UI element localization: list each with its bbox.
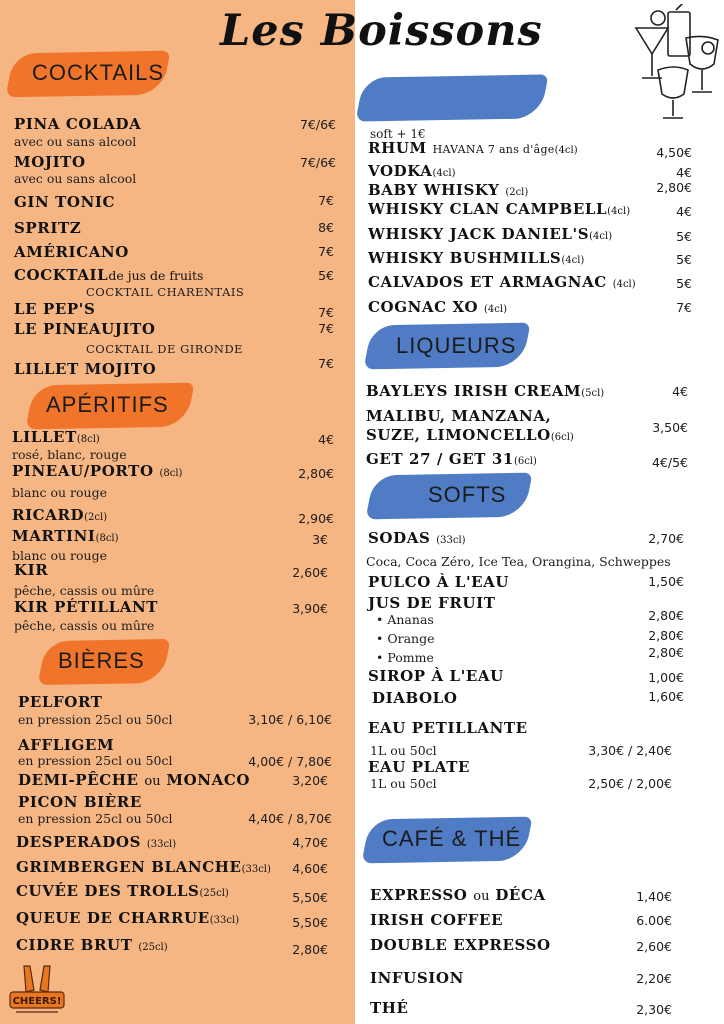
vodka-price: 4€ [676, 165, 692, 180]
grimbergen-name: GRIMBERGEN BLANCHE [16, 858, 242, 876]
eau-petillante-price: 3,30€ / 2,40€ [588, 743, 672, 758]
cognac-name: COGNAC XO [368, 298, 479, 316]
bayleys-row [366, 382, 604, 400]
bayleys-vol: (5cl) [581, 388, 605, 399]
irish-name: IRISH COFFEE [370, 911, 504, 929]
demi-peche-ou: ou [144, 774, 161, 789]
expresso-ou: ou [473, 889, 490, 904]
softs-heading: SOFTS [428, 482, 507, 507]
rhum-price: 4,50€ [656, 145, 692, 160]
grimbergen-price: 4,60€ [292, 861, 328, 876]
jack-daniels-price: 5€ [676, 229, 692, 244]
demi-peche-price: 3,20€ [292, 773, 328, 788]
vodka-vol: (4cl) [432, 168, 456, 179]
cocktail-jus-row [14, 266, 203, 284]
bushmills-vol: (4cl) [561, 255, 585, 266]
calvados-vol: (4cl) [612, 279, 636, 290]
cognac-vol: (4cl) [484, 304, 507, 315]
desperados-vol: (33cl) [146, 839, 177, 850]
charrue-name: QUEUE DE CHARRUE [16, 909, 210, 927]
clan-campbell-vol: (4cl) [607, 206, 631, 217]
spiritieux-brush [355, 74, 548, 121]
affligem-name: AFFLIGEM [18, 736, 115, 754]
infusion-price: 2,20€ [636, 971, 672, 986]
picon-name: PICON BIÈRE [18, 793, 142, 811]
bayleys-name: BAYLEYS IRISH CREAM [366, 382, 582, 400]
bullet-icon: • [376, 612, 384, 627]
charentais-note: COCKTAIL CHARENTAIS [86, 285, 245, 299]
pulco-price: 1,50€ [648, 574, 684, 589]
grimbergen-vol: (33cl) [241, 864, 271, 875]
kir-petillant-name: KIR PÉTILLANT [14, 598, 159, 616]
the-price: 2,30€ [636, 1002, 672, 1017]
malibu-vol: (6cl) [550, 432, 574, 443]
pulco-name: PULCO À L'EAU [368, 573, 510, 591]
pina-colada-note: avec ou sans alcool [14, 134, 137, 149]
desperados-name: DESPERADOS [16, 833, 141, 851]
trolls-vol: (25cl) [199, 888, 229, 899]
trolls-name: CUVÉE DES TROLLS [16, 882, 200, 900]
orange-price: 2,80€ [648, 628, 684, 643]
cocktail-glasses-illustration [628, 4, 722, 122]
pineaujito-name: LE PINEAUJITO [14, 320, 156, 338]
sodas-price: 2,70€ [648, 531, 684, 546]
spritz-price: 8€ [318, 220, 334, 235]
expresso-name: EXPRESSO [370, 886, 468, 904]
mojito-price: 7€/6€ [299, 155, 336, 170]
le-peps-name: LE PEP'S [14, 300, 96, 318]
martini-name: MARTINI [12, 527, 96, 545]
kir-petillant-price: 3,90€ [292, 601, 328, 616]
martini-vol: (8cl) [95, 533, 119, 544]
pomme-price: 2,80€ [648, 645, 684, 660]
ricard-vol: (2cl) [84, 512, 108, 523]
pina-colada-name: PINA COLADA [14, 115, 142, 133]
get-name: GET 27 / GET 31 [366, 450, 514, 468]
pineau-name: PINEAU/PORTO [12, 462, 154, 480]
rhum-vol: (4cl) [554, 145, 578, 156]
diabolo-price: 1,60€ [648, 689, 684, 704]
vodka-name: VODKA [368, 162, 433, 180]
eau-plate-note: 1L ou 50cl [370, 776, 437, 791]
double-name: DOUBLE EXPRESSO [370, 936, 551, 954]
bushmills-name: WHISKY BUSHMILLS [368, 249, 562, 267]
trolls-row [16, 882, 229, 900]
affligem-price: 4,00€ / 7,80€ [248, 754, 332, 769]
monaco-name: MONACO [166, 771, 251, 789]
calvados-name: CALVADOS ET ARMAGNAC [368, 273, 607, 291]
baby-whisky-row [368, 181, 528, 199]
jus-name: JUS DE FRUIT [368, 594, 496, 612]
cidre-price: 2,80€ [292, 942, 328, 957]
gin-tonic-price: 7€ [318, 193, 334, 208]
martini-row [12, 527, 119, 545]
pineau-vol: (8cl) [159, 468, 183, 479]
pelfort-price: 3,10€ / 6,10€ [248, 712, 332, 727]
spiritieux-soft-note: soft + 1€ [370, 127, 426, 141]
desperados-row [16, 833, 176, 851]
liqueurs-heading: LIQUEURS [396, 333, 517, 358]
deca-name: DÉCA [495, 886, 546, 904]
ricard-row [12, 506, 107, 524]
baby-whisky-name: BABY WHISKY [368, 181, 500, 199]
infusion-name: INFUSION [370, 969, 464, 987]
kir-petillant-note: pêche, cassis ou mûre [14, 618, 155, 633]
cognac-row [368, 298, 507, 316]
pineaujito-price: 7€ [318, 321, 334, 336]
pelfort-note: en pression 25cl ou 50cl [18, 712, 173, 727]
kir-note: pêche, cassis ou mûre [14, 583, 155, 598]
expresso-price: 1,40€ [636, 889, 672, 904]
diabolo-name: DIABOLO [372, 689, 458, 707]
cidre-vol: (25cl) [138, 942, 168, 953]
eau-petillante-note: 1L ou 50cl [370, 743, 437, 758]
double-price: 2,60€ [636, 939, 672, 954]
baby-whisky-price: 2,80€ [656, 180, 692, 195]
eau-plate-price: 2,50€ / 2,00€ [588, 776, 672, 791]
charrue-vol: (33cl) [209, 915, 240, 926]
get-price: 4€/5€ [651, 455, 688, 470]
the-name: THÉ [370, 999, 409, 1017]
malibu-line2: SUZE, LIMONCELLO [366, 426, 551, 444]
sodas-name: SODAS [368, 529, 431, 547]
mojito-note: avec ou sans alcool [14, 171, 137, 186]
clan-campbell-row [368, 200, 630, 218]
trolls-price: 5,50€ [292, 890, 328, 905]
pomme-name: Pomme [387, 650, 434, 665]
expresso-row [370, 886, 546, 904]
calvados-row [368, 273, 636, 291]
bushmills-price: 5€ [676, 252, 692, 267]
cafe-heading: CAFÉ & THÉ [382, 826, 522, 851]
eau-petillante-name: EAU PETILLANTE [368, 719, 528, 737]
charrue-row [16, 909, 239, 927]
pelfort-name: PELFORT [18, 693, 103, 711]
ricard-price: 2,90€ [298, 511, 334, 526]
sodas-vol: (33cl) [436, 535, 466, 546]
malibu-line1: MALIBU, MANZANA, [366, 407, 552, 425]
clan-campbell-price: 4€ [676, 204, 692, 219]
cheers-logo-text: CHEERS! [12, 996, 62, 1007]
ananas-name: Ananas [387, 612, 434, 627]
rhum-extra: HAVANA 7 ans d'âge [432, 143, 555, 156]
bullet-icon: • [376, 650, 384, 665]
gironde-note: COCKTAIL DE GIRONDE [86, 342, 244, 356]
malibu-line2-row [366, 426, 574, 444]
malibu-price: 3,50€ [652, 420, 688, 435]
vodka-row [368, 162, 456, 180]
picon-price: 4,40€ / 8,70€ [248, 811, 332, 826]
picon-note: en pression 25cl ou 50cl [18, 811, 173, 826]
bullet-icon: • [376, 631, 384, 646]
affligem-note: en pression 25cl ou 50cl [18, 753, 173, 768]
pineau-price: 2,80€ [298, 466, 334, 481]
lillet-mojito-name: LILLET MOJITO [14, 360, 157, 378]
rhum-row [368, 139, 578, 157]
bieres-heading: BIÈRES [58, 648, 145, 673]
cocktails-heading: COCKTAILS [32, 60, 165, 85]
lillet-price: 4€ [318, 432, 334, 447]
baby-whisky-vol: (2cl) [505, 187, 529, 198]
americano-name: AMÉRICANO [14, 243, 129, 261]
spritz-name: SPRITZ [14, 219, 82, 237]
eau-plate-name: EAU PLATE [368, 758, 471, 776]
desperados-price: 4,70€ [292, 835, 328, 850]
pomme-row [376, 650, 434, 665]
jack-daniels-vol: (4cl) [589, 231, 613, 242]
mojito-name: MOJITO [14, 153, 86, 171]
sodas-row [368, 529, 466, 547]
orange-row [376, 631, 435, 646]
bayleys-price: 4€ [672, 384, 688, 399]
clan-campbell-name: WHISKY CLAN CAMPBELL [368, 200, 608, 218]
pineau-note: blanc ou rouge [12, 485, 107, 500]
sirop-name: SIROP À L'EAU [368, 667, 504, 685]
cocktail-jus-name: COCKTAIL [14, 266, 109, 284]
ananas-row [376, 612, 434, 627]
demi-peche-row [18, 771, 250, 789]
cocktail-jus-price: 5€ [318, 268, 334, 283]
martini-note: blanc ou rouge [12, 548, 107, 563]
aperitifs-heading: APÉRITIFS [46, 392, 169, 417]
cocktail-jus-extra: de jus de fruits [108, 268, 204, 283]
ricard-name: RICARD [12, 506, 85, 524]
get-row [366, 450, 537, 468]
cidre-name: CIDRE BRUT [16, 936, 133, 954]
lillet-row [12, 428, 100, 446]
demi-peche-name: DEMI-PÊCHE [18, 771, 139, 789]
sodas-list: Coca, Coca Zéro, Ice Tea, Orangina, Schweppes [366, 554, 671, 569]
irish-price: 6.00€ [636, 913, 672, 928]
cheers-logo [6, 962, 68, 1020]
rhum-name: RHUM [368, 139, 427, 157]
grimbergen-row [16, 858, 271, 876]
jack-daniels-row [368, 225, 612, 243]
page-title: Les Boissons [220, 6, 543, 56]
lillet-name: LILLET [12, 428, 77, 446]
orange-name: Orange [387, 631, 435, 646]
jack-daniels-name: WHISKY JACK DANIEL'S [368, 225, 590, 243]
charrue-price: 5,50€ [292, 915, 328, 930]
calvados-price: 5€ [676, 276, 692, 291]
cidre-row [16, 936, 168, 954]
bushmills-row [368, 249, 584, 267]
get-vol: (6cl) [513, 456, 537, 467]
le-peps-price: 7€ [318, 305, 334, 320]
kir-name: KIR [14, 561, 49, 579]
americano-price: 7€ [318, 244, 334, 259]
lillet-note: rosé, blanc, rouge [12, 447, 127, 462]
martini-price: 3€ [312, 532, 328, 547]
sirop-price: 1,00€ [648, 670, 684, 685]
ananas-price: 2,80€ [648, 608, 684, 623]
pineau-row [12, 462, 182, 480]
lillet-vol: (8cl) [76, 434, 100, 445]
gin-tonic-name: GIN TONIC [14, 193, 116, 211]
kir-price: 2,60€ [292, 565, 328, 580]
pina-colada-price: 7€/6€ [299, 117, 336, 132]
cognac-price: 7€ [676, 300, 692, 315]
lillet-mojito-price: 7€ [318, 356, 334, 371]
